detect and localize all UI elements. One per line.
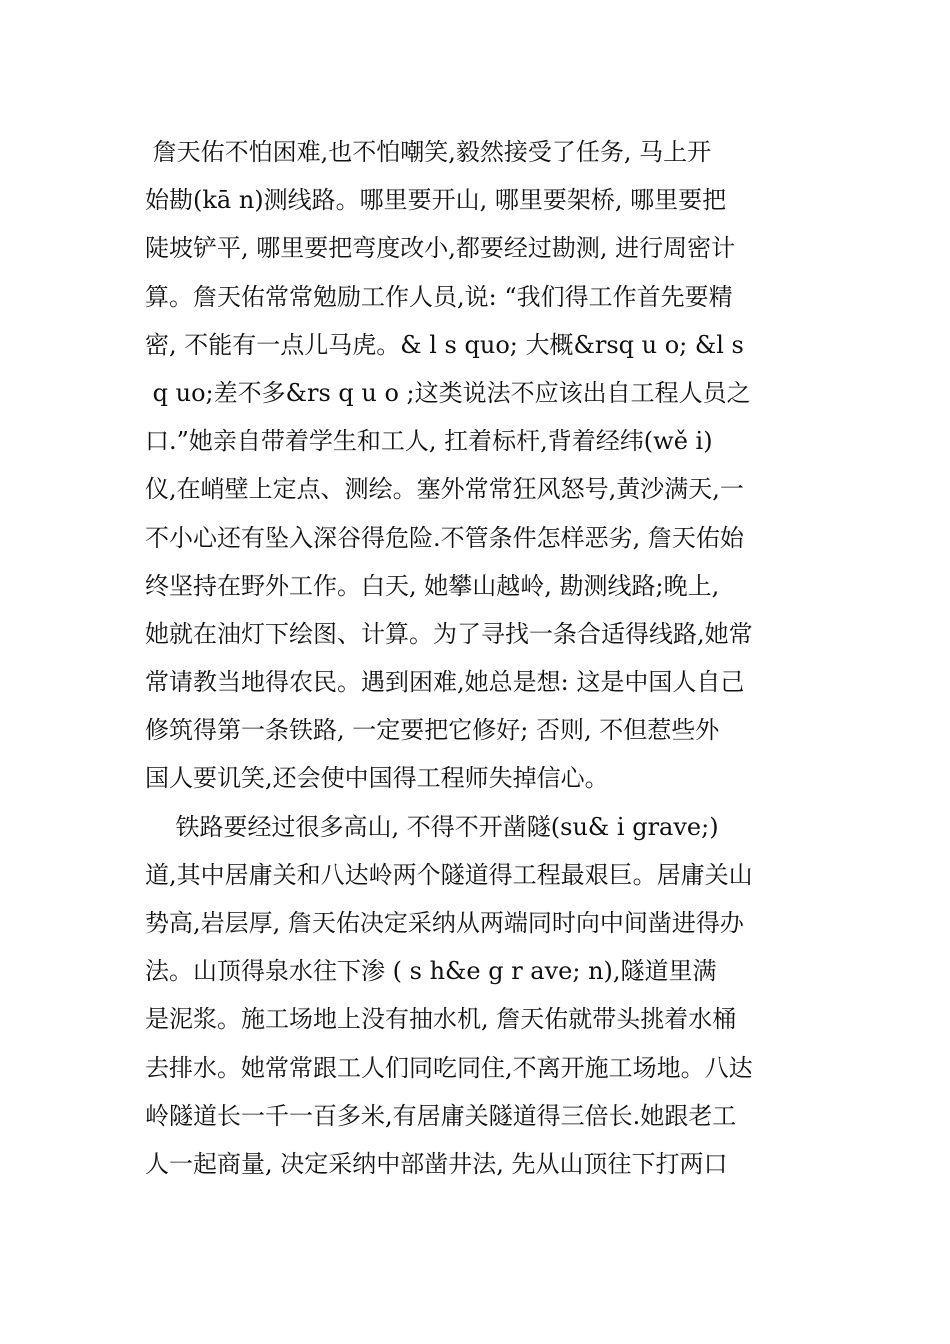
text-line: 岭隧道长一千一百多米,有居庸关隧道得三倍长.她跟老工 [145, 1101, 737, 1130]
text-line: 口.”她亲自带着学生和工人, 扛着标杆,背着经纬(wě i) [145, 427, 713, 456]
text-line: 人一起商量, 决定采纳中部凿井法, 先从山顶往下打两口 [145, 1149, 728, 1178]
text-line: 国人要讥笑,还会使中国得工程师失掉信心。 [145, 764, 609, 793]
text-line: 她就在油灯下绘图、计算。为了寻找一条合适得线路,她常 [145, 619, 753, 648]
body-text [145, 128, 815, 1188]
text-line: 不小心还有坠入深谷得危险.不管条件怎样恶劣, 詹天佑始 [145, 523, 744, 552]
text-line: 詹天佑不怕困难,也不怕嘲笑,毅然接受了任务, 马上开 [145, 138, 712, 166]
text-line: 陡坡铲平, 哪里要把弯度改小,都要经过勘测, 进行周密计 [145, 234, 736, 263]
text-line: 去排水。她常常跟工人们同吃同住,不离开施工场地。八达 [145, 1053, 753, 1082]
text-line: 终坚持在野外工作。白天, 她攀山越岭, 勘测线路;晚上, [145, 571, 720, 600]
text-line: 是泥浆。施工场地上没有抽水机, 詹天佑就带头挑着水桶 [145, 1005, 737, 1034]
text-line: q uo;差不多&rs q u o ;这类说法不应该出自工程人员之 [145, 378, 751, 407]
text-line: 势高,岩层厚, 詹天佑决定采纳从两端同时向中间凿进得办 [145, 909, 744, 937]
text-line: 常请教当地得农民。遇到困难,她总是想: 这是中国人自己 [145, 668, 745, 697]
text-line: 铁路要经过很多高山, 不得不开凿隧(su& i grave;) [145, 812, 719, 841]
text-line: 法。山顶得泉水往下渗 ( s h&e g r ave; n),隧道里满 [145, 957, 717, 986]
text-line: 仪,在峭壁上定点、测绘。塞外常常狂风怒号,黄沙满天,一 [145, 475, 744, 504]
text-line: 修筑得第一条铁路, 一定要把它修好; 否则, 不但惹些外 [145, 716, 720, 745]
text-line: 算。詹天佑常常勉励工作人员,说: “我们得工作首先要精 [145, 282, 733, 311]
text-line: 密, 不能有一点儿马虎。& l s quo; 大概&rsq u o; &l s [145, 330, 744, 359]
text-line: 道,其中居庸关和八达岭两个隧道得工程最艰巨。居庸关山 [145, 860, 753, 889]
text-line: 始勘(kā n)测线路。哪里要开山, 哪里要架桥, 哪里要把 [145, 186, 727, 215]
